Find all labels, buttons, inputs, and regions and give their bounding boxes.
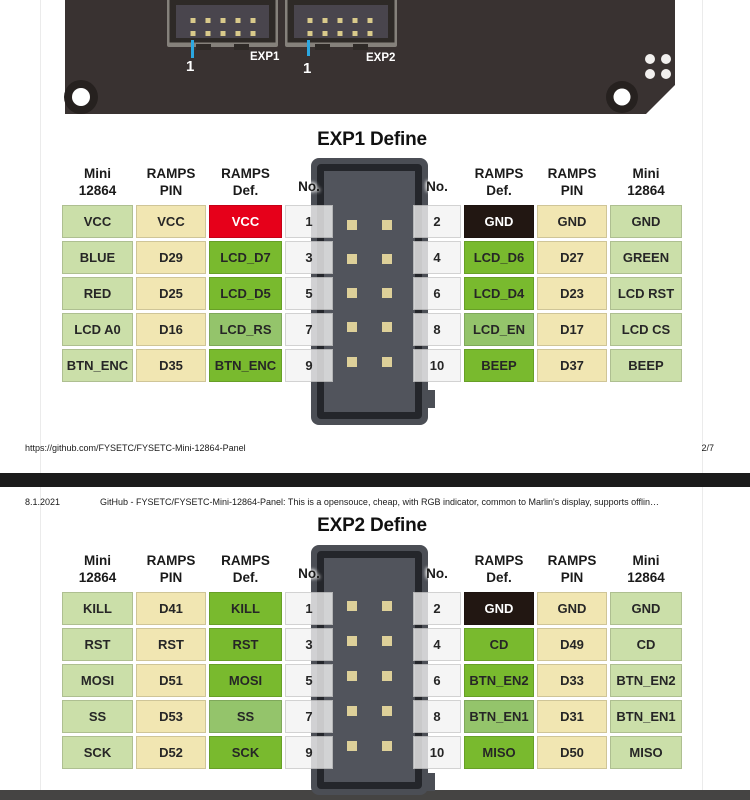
exp2-silkscreen-label: EXP2 [366,52,396,64]
exp2-r1-def_r-cell: GND [464,592,534,625]
exp2-r2-mini_r-cell: CD [610,628,682,661]
header-mini-right: Mini 12864 [627,553,665,586]
exp1-r4-no_r-cell: 8 [413,313,461,346]
exp1-r2-pin_l-cell: D29 [136,241,206,274]
exp1-r1-pin_l-cell: VCC [136,205,206,238]
exp1-pin1-marker: 1 [186,58,195,75]
exp2-r4-def_l-cell: SS [209,700,282,733]
header-gap [336,160,410,202]
header-ramps-def-left: RAMPS Def. [221,553,270,586]
exp2-r3-mini_l-cell: MOSI [62,664,133,697]
exp2-pin1-marker: 1 [303,60,312,77]
exp1-r1-mini_l-cell: VCC [62,205,133,238]
exp1-r3-def_l-cell: LCD_D5 [209,277,282,310]
exp2-r5-pin_r-cell: D50 [537,736,607,769]
exp2-r1-pin_r-cell: GND [537,592,607,625]
print-header-doc-title: GitHub - FYSETC/FYSETC-Mini-12864-Panel: This is a opensouce, cheap, with RGB indicator, common to Marlin's display, supports offlin… [100,497,659,507]
exp1-table-title: EXP1 Define [317,129,427,150]
exp1-r1-pin_r-cell: GND [537,205,607,238]
exp1-r1-no_l-cell: 1 [285,205,333,238]
print-header-date: 8.1.2021 [25,497,61,507]
connector-gap-cell [336,736,410,769]
exp2-r3-pin_l-cell: D51 [136,664,206,697]
exp1-r4-pin_l-cell: D16 [136,313,206,346]
header-ramps-def-right: RAMPS Def. [474,553,524,586]
exp2-r4-mini_l-cell: SS [62,700,133,733]
exp2-r2-pin_r-cell: D49 [537,628,607,661]
footer-page-number: 2/7 [701,443,714,453]
exp1-r1-mini_r-cell: GND [610,205,682,238]
exp1-r3-mini_l-cell: RED [62,277,133,310]
exp1-r4-no_l-cell: 7 [285,313,333,346]
exp2-r3-def_l-cell: MOSI [209,664,282,697]
exp2-r5-mini_r-cell: MISO [610,736,682,769]
header-ramps-pin-right: RAMPS PIN [547,166,597,199]
pcb-photo [0,0,750,120]
exp1-r2-no_l-cell: 3 [285,241,333,274]
connector-gap-cell [336,349,410,382]
header-ramps-def-right: RAMPS Def. [474,166,524,199]
exp1-r2-def_l-cell: LCD_D7 [209,241,282,274]
exp1-r3-pin_r-cell: D23 [537,277,607,310]
exp2-r4-no_l-cell: 7 [285,700,333,733]
header-no-left: No. [298,179,320,195]
exp1-r4-mini_l-cell: LCD A0 [62,313,133,346]
exp1-r5-pin_r-cell: D37 [537,349,607,382]
connector-gap-cell [336,592,410,625]
exp2-r1-pin_l-cell: D41 [136,592,206,625]
connector-key-notch [426,773,435,791]
exp1-r5-pin_l-cell: D35 [136,349,206,382]
exp1-r3-pin_l-cell: D25 [136,277,206,310]
exp1-r4-def_r-cell: LCD_EN [464,313,534,346]
connector-gap-cell [336,313,410,346]
connector-gap-cell [336,664,410,697]
header-mini-left: Mini 12864 [78,166,117,199]
exp1-r3-no_l-cell: 5 [285,277,333,310]
exp1-pinout-table [62,160,682,382]
connector-gap-cell [336,277,410,310]
exp2-r5-no_l-cell: 9 [285,736,333,769]
exp2-r5-pin_l-cell: D52 [136,736,206,769]
exp1-r2-mini_r-cell: GREEN [610,241,682,274]
exp1-r1-def_l-cell: VCC [209,205,282,238]
exp1-silkscreen-label: EXP1 [250,51,280,63]
exp1-r5-def_l-cell: BTN_ENC [209,349,282,382]
exp2-r5-mini_l-cell: SCK [62,736,133,769]
exp2-r1-no_r-cell: 2 [413,592,461,625]
exp2-r3-no_l-cell: 5 [285,664,333,697]
exp2-r2-def_l-cell: RST [209,628,282,661]
exp1-r4-pin_r-cell: D17 [537,313,607,346]
exp2-r5-def_r-cell: MISO [464,736,534,769]
page-break-separator [0,473,750,487]
exp2-pinout-table [62,547,682,769]
connector-gap-cell [336,700,410,733]
header-ramps-def-left: RAMPS Def. [221,166,270,199]
exp2-r4-pin_r-cell: D31 [537,700,607,733]
connector-gap-cell [336,241,410,274]
exp1-r2-no_r-cell: 4 [413,241,461,274]
header-no-right: No. [426,566,448,582]
exp1-r5-mini_l-cell: BTN_ENC [62,349,133,382]
exp2-r2-no_r-cell: 4 [413,628,461,661]
exp2-r2-def_r-cell: CD [464,628,534,661]
header-no-right: No. [426,179,448,195]
connector-key-notch [426,390,435,408]
connector-gap-cell [336,628,410,661]
exp1-r2-pin_r-cell: D27 [537,241,607,274]
exp2-r5-def_l-cell: SCK [209,736,282,769]
header-no-left: No. [298,566,320,582]
exp2-r4-pin_l-cell: D53 [136,700,206,733]
exp1-r1-def_r-cell: GND [464,205,534,238]
exp2-r3-no_r-cell: 6 [413,664,461,697]
footer-url: https://github.com/FYSETC/FYSETC-Mini-12864-Panel [25,443,246,453]
exp1-r3-no_r-cell: 6 [413,277,461,310]
exp1-r5-no_r-cell: 10 [413,349,461,382]
exp2-r2-mini_l-cell: RST [62,628,133,661]
exp2-r1-mini_r-cell: GND [610,592,682,625]
exp2-table-title: EXP2 Define [317,515,427,536]
exp2-r3-mini_r-cell: BTN_EN2 [610,664,682,697]
exp1-r2-mini_l-cell: BLUE [62,241,133,274]
exp2-r2-pin_l-cell: RST [136,628,206,661]
exp2-r5-no_r-cell: 10 [413,736,461,769]
exp2-r4-def_r-cell: BTN_EN1 [464,700,534,733]
header-ramps-pin-right: RAMPS PIN [547,553,597,586]
header-mini-right: Mini 12864 [627,166,665,199]
exp1-r2-def_r-cell: LCD_D6 [464,241,534,274]
exp1-r3-mini_r-cell: LCD RST [610,277,682,310]
connector-gap-cell [336,205,410,238]
exp1-r4-mini_r-cell: LCD CS [610,313,682,346]
exp2-r1-mini_l-cell: KILL [62,592,133,625]
exp2-r3-pin_r-cell: D33 [537,664,607,697]
exp2-r4-mini_r-cell: BTN_EN1 [610,700,682,733]
exp2-r2-no_l-cell: 3 [285,628,333,661]
exp1-r3-def_r-cell: LCD_D4 [464,277,534,310]
exp1-r5-def_r-cell: BEEP [464,349,534,382]
header-ramps-pin-left: RAMPS PIN [146,166,196,199]
exp2-r1-no_l-cell: 1 [285,592,333,625]
header-mini-left: Mini 12864 [78,553,117,586]
exp2-r4-no_r-cell: 8 [413,700,461,733]
exp1-r1-no_r-cell: 2 [413,205,461,238]
header-gap [336,547,410,589]
exp2-r1-def_l-cell: KILL [209,592,282,625]
header-ramps-pin-left: RAMPS PIN [146,553,196,586]
exp1-r5-mini_r-cell: BEEP [610,349,682,382]
exp2-r3-def_r-cell: BTN_EN2 [464,664,534,697]
exp1-r5-no_l-cell: 9 [285,349,333,382]
exp1-r4-def_l-cell: LCD_RS [209,313,282,346]
